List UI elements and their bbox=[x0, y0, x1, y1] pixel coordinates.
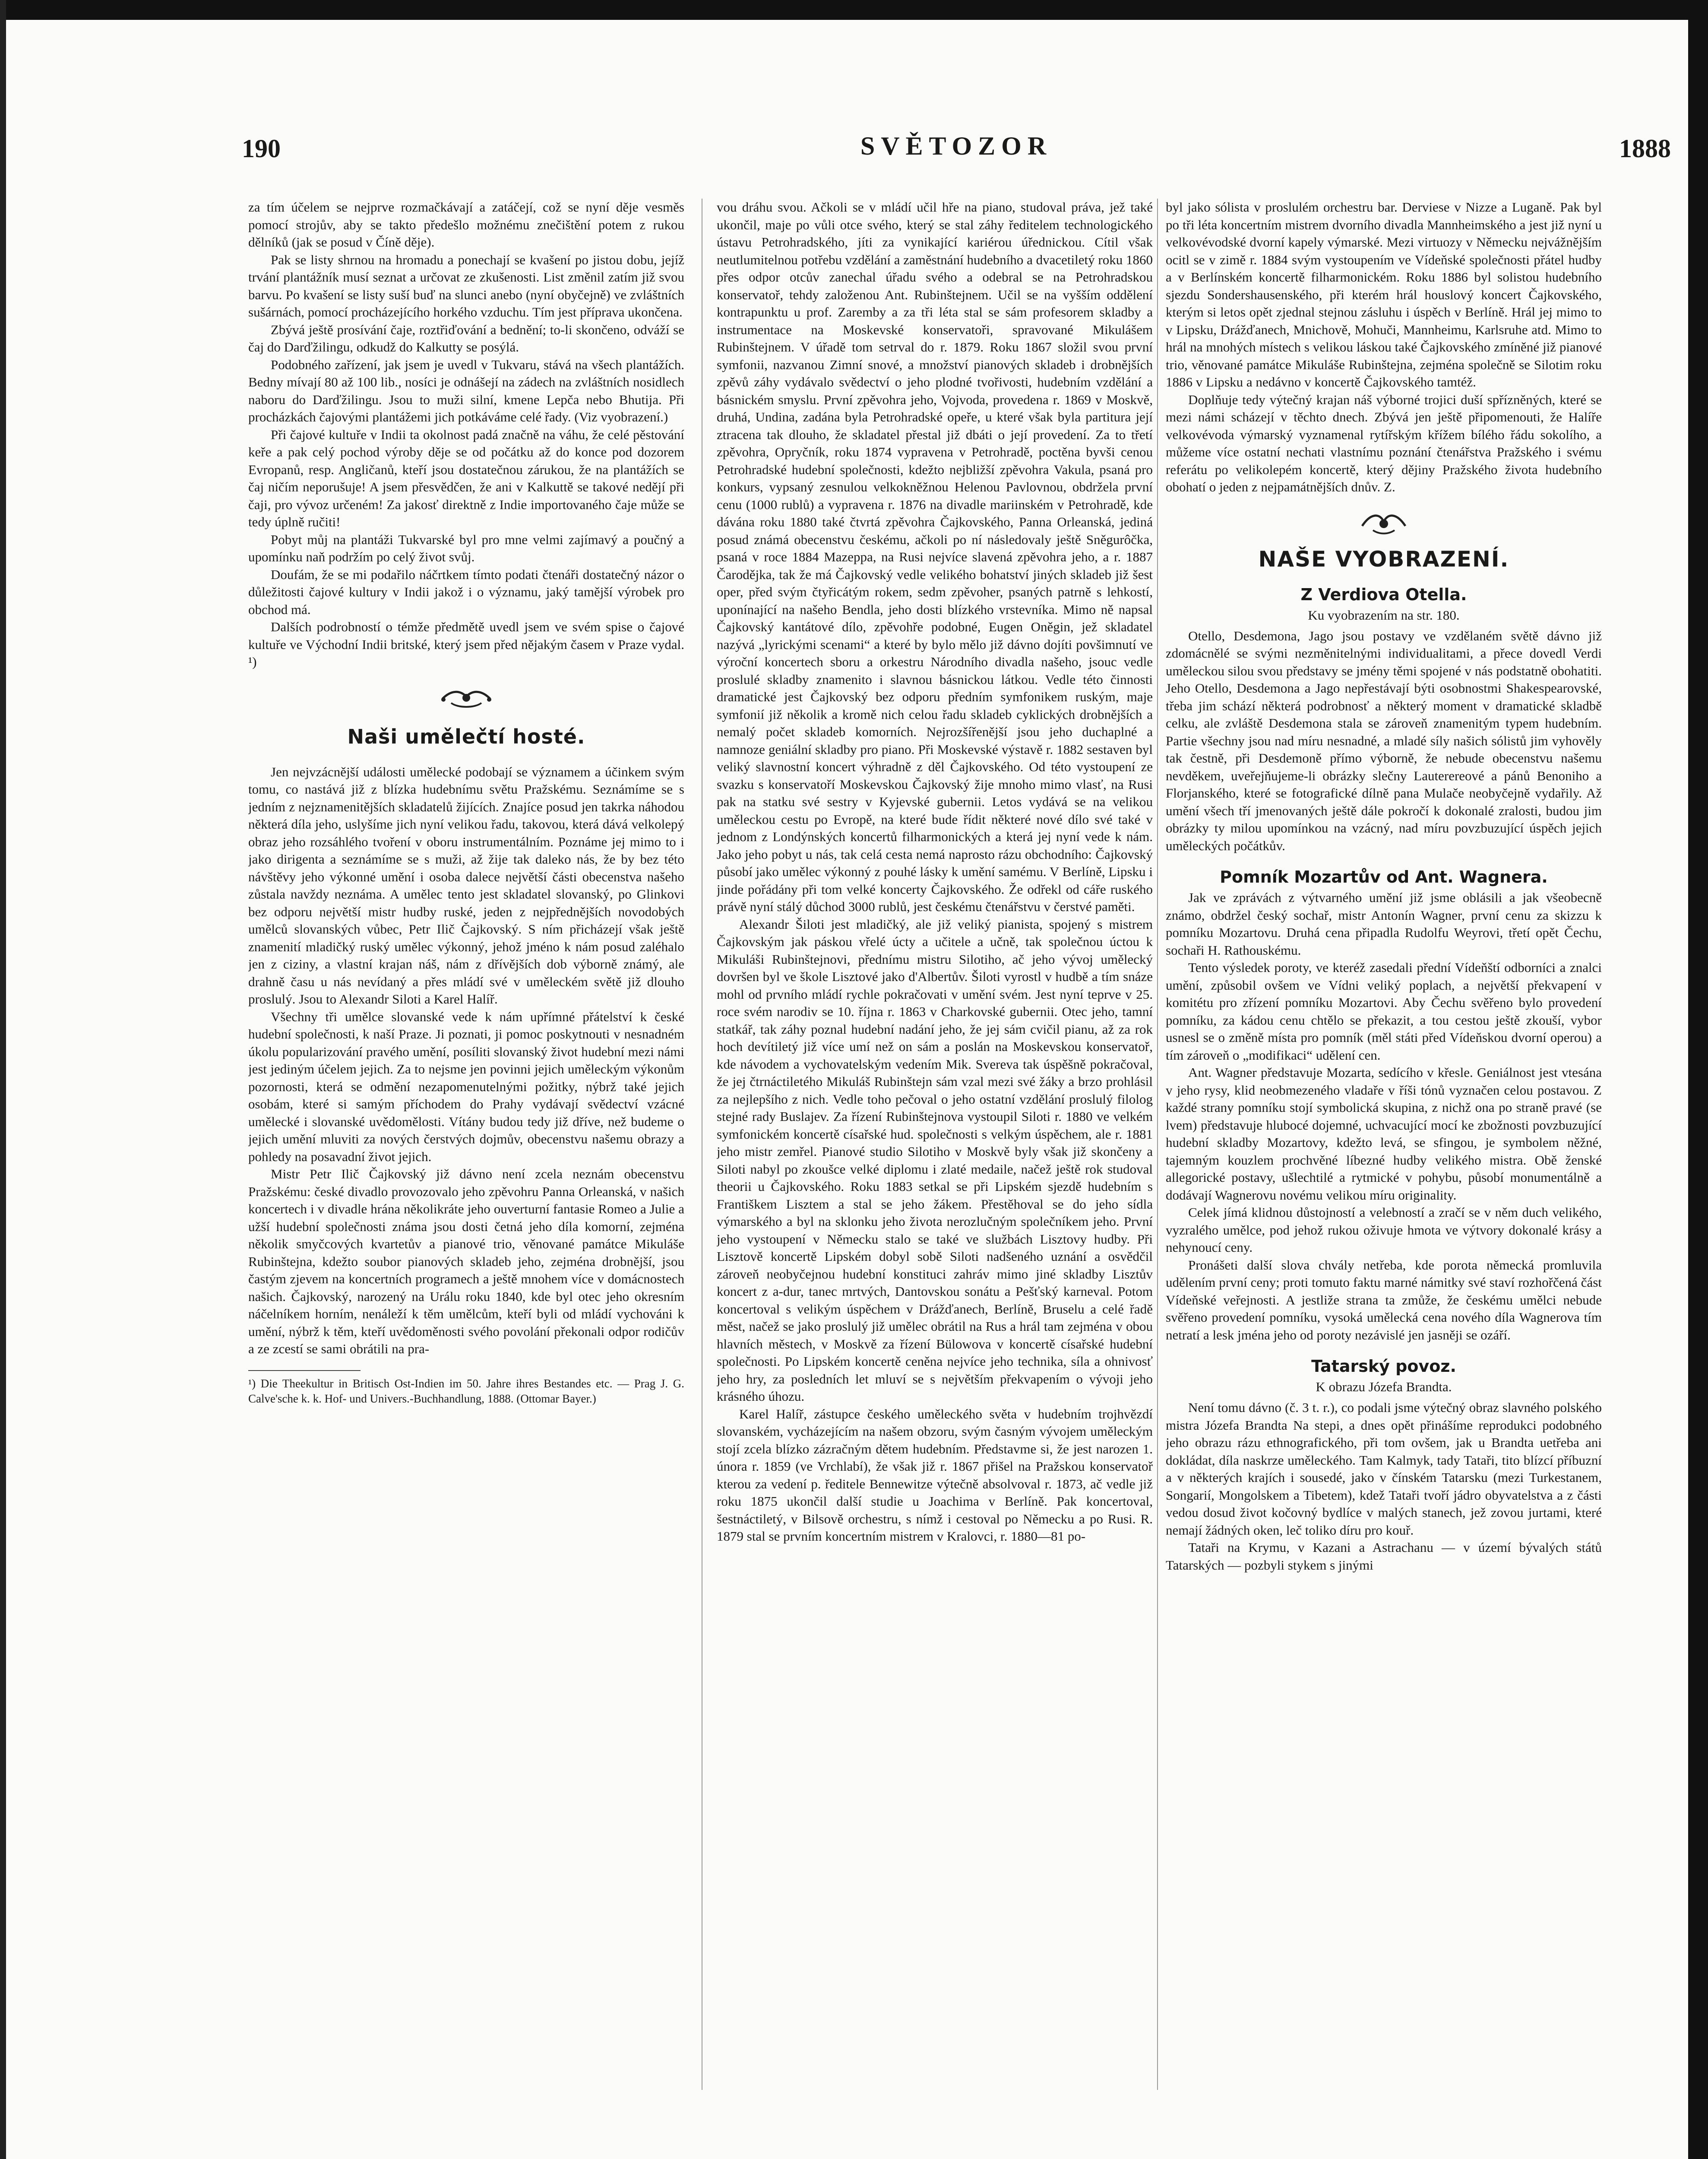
scan-border-left bbox=[0, 0, 6, 2159]
paragraph: Tataři na Krymu, v Kazani a Astrachanu — v území bývalých států Tatarských — pozbyli stykem s jinými bbox=[1166, 1540, 1602, 1573]
paragraph: Pobyt můj na plantáži Tukvarské byl pro mne velmi zajímavý a poučný a upomínku naň podržím po celý život svůj. bbox=[248, 532, 684, 564]
paragraph: Alexandr Šiloti jest mladičký, ale již veliký pianista, spojený s mistrem Čajkovským jak páskou vřelé úcty a učitele a učně, tak společnou úctou k Mikuláši Rubinštejnovi, přednímu mistru Silotiho, ač jeho vývoj umělecký dovršen byl ve škole Lisztové jako d'Albertův. Šiloti vyrostl v hudbě a tím snáze mohl od prvního mládí rychle pokračovati v umění svém. Jest nyní teprve v 25. roce svém narodiv se 10. října r. 1863 v Charkovské gubernii. Otec jeho, tamní statkář, tak záhy poznal hudební nadání jeho, že jej sám cvičil pianu, až za rok hoch devítiletý již více umí než on sám a poslán na Moskevskou konservatoř, kde návodem a vychovatelským vedením Mik. Svereva tak úspěšně pokračoval, že jej čtrnáctiletého Mikuláš Rubinštejn sám vzal mezi své žáky a brzo prohlásil za nejlepšího z nich. Vedle toho pečoval o jeho ostatní vzdělání proslulý filolog stejné rady Buslajev. Za řízení Rubinštejnova vystoupil Siloti r. 1880 ve velkém symfonickém koncertě císařské hud. společnosti s velkým úspěchem, ale r. 1881 jeho mistr zemřel. Pianové studio Silotiho v Moskvě byly však již skončeny a Siloti nabyl po zkoušce velké diplomu i zlaté medaile, načež ještě rok studoval theorii u Čajkovského. Roku 1883 setkal se při Lipském sjezdě hudebním s Františkem Lisztem a stal se jeho žákem. Přestěhoval se do jeho sídla výmarského a byl na sklonku jeho života nerozlučným společníkem jeho. První jeho vystoupení v Německu stalo se také ve službách Lisztovy hudby. Při Lisztově koncertě Lipském dobyl sobě Siloti nadšeného uznání a osvědčil zároveň neobyčejnou hudební konstituci zahráv mimo jiné skladby Lisztův koncert z a-dur, tanec mrtvých, Dantovskou sonátu a Pešťský karneval. Potom koncertoval s velikým úspěchem v Drážďanech, Berlíně, Bruselu a celé řadě měst, načež se jako proslulý již umělec obrátil na Rus a hrál tam zejména v obou hlavních městech, v Moskvě za řízení Bülowova v koncertě císařské hudební společnosti. Po Lipském koncertě ceněna nejvíce jeho technika, síla a ohnivosť jeho hry, za posledních let mluví se s největším překvapením o vývoji jeho krásného úhozu. bbox=[717, 916, 1153, 1404]
paragraph: Zbývá ještě prosívání čaje, roztřiďování a bednění; to-li skončeno, odváží se čaj do Darďžilingu, odkudž do Kalkutty se posýlá. bbox=[248, 322, 684, 355]
paragraph: Doplňuje tedy výtečný krajan náš výborné trojici duší spřízněných, které se mezi námi scházejí v těchto dnech. Zbývá jen ještě připomenouti, že Halíře velkovévoda výmarský vyznamenal rytířským křížem bílého řádu sokolího, a můžeme více ostatní nechati vlastnímu poznání čtenářstva Pražského i svému referátu po velikolepém koncertě, který dějiny Pražského života hudebního obohatí o jeden z nejpamátnějších dnův. Z. bbox=[1166, 392, 1602, 494]
section-title-guests: Naši umělečtí hosté. bbox=[347, 725, 585, 748]
paragraph: Tento výsledek poroty, ve kteréž zasedali přední Vídeňští odborníci a znalci umění, způsobil ovšem ve Vídni veliký poplach, a největší překvapení v komitétu pro zřízení pomníku Mozartovi. Aby Čechu svěřeno bylo provedení pomníku, za kádou cenu chtělo se překazit, a tou cestou ještě zkouší, vybor usnesl se o změně místa pro pomník (měl státi před Vídeňskou dvorní operou) a tím zároveň o „modifikaci“ udělení cen. bbox=[1166, 960, 1602, 1063]
subsection-note: K obrazu Józefa Brandta. bbox=[1316, 1379, 1452, 1394]
paragraph: vou dráhu svou. Ačkoli se v mládí učil hře na piano, studoval práva, jež také ukončil, maje po vůli otce svého, který se stal záhy ředitelem technologického ústavu Petrohradského, jíti za vynikající kariérou úřednickou. Cítil však neutlumitelnou potřebu vzdělání a zaměstnání hudebního a dvacetiletý roku 1860 přes odpor otcův zanechal úřadu svého a odebral se na Petrohradskou konservatoř, tehdy založenou Ant. Rubinštejnem. Učil se na vyšším oddělení kontrapunktu u prof. Zaremby a za tři léta stal se sám profesorem skladby a instrumentace na Moskevské konservatoři, spravované Mikulášem Rubinštejnem. V úřadě tom setrval do r. 1879. Roku 1867 složil svou první symfonii, nazvanou Zimní snové, a množství pianových skladeb i drobnějších zpěvů záhy vydávalo svědectví o jeho plodné tvořivosti, hudebním vzdělání a básnickém smyslu. První zpěvohra jeho, Vojvoda, provedena r. 1869 v Moskvě, druhá, Undina, zadána byla Petrohradské opeře, u které však byla partitura její ztracena tak dlouho, že skladatel přestal již dbáti o její provedení. Za to třetí zpěvohra, Opryčník, roku 1874 vypravena v Petrohradě, poctěna byvši cenou Petrohradské hudební společnosti, kdežto nejbližší zpěvohra Vakula, psaná pro konkurs, vypsaný zesnulou velkokněžnou Helenou Pavlovnou, obdržela první cenu (1000 rublů) a vypravena r. 1876 na divadle mariinském v Petrohradě, kde dávána roku 1880 také čtvrtá zpěvohra Čajkovského, Panna Orleanská, jediná posud známá obecenstvu českému, ačkoli po ní následovaly ještě Sněgurôčka, psaná v roce 1884 Mazeppa, na Rusi nejvíce slavená zpěvohra jeho, a r. 1887 Čarodějka, tak že má Čajkovský vedle velikého bohatství jiných skladeb již šest oper, před svým čtyřicátým rokem, sedm zpěvoher, psaných patrně s lehkostí, uponínající na našeho Bendla, jeho dosti blízkého vrstevníka. Mimo ně napsal Čajkovský kantátové dílo, zpěvohře podobné, Eugen Oněgin, jež skladatel nazývá „lyrickými scenami“ a které by bylo mělo již dávno dojíti povšimnutí ve výroční koncertech sboru a orkestru Národního divadla našeho, jsouc vedle proslulé skladby znamenito i slavnou básnickou látkou. Vedle této činnosti dramatické jest Čajkovský bez odporu předním symfonikem ruským, maje symfonií již několik a kromě nich celou řadu skladeb cyklických drobnějších a nemalý počet skladeb komorních. Nejrozšířenější jsou jeho duchaplné a namnoze geniální skladby pro piano. Při Moskevské výstavě r. 1882 sestaven byl veliký slavnostní koncert výhradně z děl Čajkovského. Od této vystoupení ze svazku s konservatoří Moskevskou Čajkovský žije mnoho mimo vlasť, na Rusi pak na statku své sestry v Kyjevské gubernii. Letos vydává se na velikou uměleckou cestu po Evropě, na které bude řídit některé nové dílo své také v jednom z Londýnských koncertů filharmonických a která jej nyní vede k nám. Jako jeho pobyt u nás, tak celá cesta nemá naprosto rázu obchodního: Čajkovský působí jako umělec výkonný z pouhé lásky k umění samému. V Berlíně, Lipsku i jinde pořádány při tom velké koncerty Čajkovského. Že odřekl od cáře ruského právě nyní stálý důchod 3000 rublů, jest českému čtenářstvu v čerstvé paměti. bbox=[717, 199, 1153, 914]
floral-ornament-icon bbox=[1351, 507, 1416, 537]
paragraph: Pak se listy shrnou na hromadu a ponechají se kvašení po jistou dobu, jejíž trvání plantážník musí seznat a určovat ze zkušenosti. List změnil zatím již svou barvu. Po kvašení se listy suší buď na slunci anebo (nyní obyčejně) ve zvláštních sušárnách, pomocí procházejícího horkého vzduchu. Tím jest příprava ukončena. bbox=[248, 252, 684, 320]
paragraph: Celek jímá klidnou důstojností a velebností a zračí se v něm duch velikého, vyzralého umělce, pod jehož rukou oživuje hmota ve výtvory dokonalé krásy a nehynoucí ceny. bbox=[1166, 1205, 1602, 1255]
column-3 bbox=[1166, 199, 1602, 2107]
column-2 bbox=[717, 199, 1153, 2107]
scan-border-top bbox=[0, 0, 1708, 20]
paragraph: za tím účelem se nejprve rozmačkávají a zatáčejí, což se nyní děje vesměs pomocí strojův, aby se takto předešlo možnému znečištění potem z rukou dělníků (jak se posud v Číně děje). bbox=[248, 199, 684, 250]
section-title-illustrations: NAŠE VYOBRAZENÍ. bbox=[1258, 546, 1509, 572]
paragraph: byl jako sólista v proslulém orchestru bar. Derviese v Nizze a Luganě. Pak byl po tři léta koncertním mistrem dvorního divadla Mannheimského a jest již nyní u velkovévodské dvorní kapely výmarské. Mezi virtuozy v Německu nejvážnějším ocitl se v zimě r. 1884 svým vystoupením ve Vídeňské společnosti přátel hudby a v Berlínském koncertě filharmonickém. Roku 1886 byl solistou hudebního sjezdu Sondershausenského, při kterém hrál houslový koncert Čajkovského, kterým si letos opět zjednal stejnou zásluhu i úspěch v Berlíně. Hrál jej mimo to v Lipsku, Drážďanech, Mnichově, Mohuči, Mannheimu, Karlsruhe atd. Mimo to hrál na mnohých místech s velikou láskou také Čajkovského zmíněné již pianové trio, věnované památce Mikuláše Rubinštejna, zejména společně se Silotim roku 1886 v Lipsku a nedávno v koncertě Čajkovského tamtéž. bbox=[1166, 199, 1602, 389]
paragraph: Není tomu dávno (č. 3 t. r.), co podali jsme výtečný obraz slavného polského mistra Józefa Brandta Na stepi, a dnes opět přinášíme reprodukci podobného jeho obrazu rázu ethnografického, při tom ovšem, jak u Brandta uetřeba ani dokládat, díla naskrze uměleckého. Tam Kalmyk, tady Tataři, tito blízcí příbuzní a v některých krajích i sousedé, jako v čínském Tatarsku (mezi Turkestanem, Songarií, Mongolskem a Tibetem), kdež Tataři tvoří jádro obyvatelstva a z části vedou dosud život kočovný bydlíce v malých stanech, jež zovou jurtami, které nemají žádných oken, leč toliko díru pro kouř. bbox=[1166, 1400, 1602, 1538]
paragraph: Mistr Petr Ilič Čajkovský již dávno není zcela neznám obecenstvu Pražskému: české divadlo provozovalo jeho zpěvohru Panna Orleanská, v našich koncertech i v divadle hrána několikráte jeho ouverturní fantasie Romeo a Julie a užší hudební společnosti známa jsou dosti četná jeho díla komorní, zejména několik smyčcových kvartetův a pianové trio, věnované památce Mikuláše Rubinštejna, kdežto soubor pianových skladeb jeho, zejména drobnější, jsou častým zjevem na koncertních programech a ještě mnohem více v domácnostech našich. Čajkovský, narozený na Urálu roku 1840, kde byl otec jeho okresním náčelníkem horním, nenáleží k těm umělcům, kteří byli od mládí vychováni k umění, nýbrž k těm, kteří uvědoměnosti svého povolání překonali odpor rodičův a ze zcestí se sami obrátili na pra- bbox=[248, 1166, 684, 1356]
scan-border-right bbox=[1688, 0, 1708, 2159]
subsection-title-tatar: Tatarský povoz. bbox=[1311, 1357, 1456, 1376]
page-number: 190 bbox=[242, 134, 281, 163]
paragraph: Ant. Wagner představuje Mozarta, sedícího v křesle. Geniálnost jest vtesána v jeho rysy, klid neobmezeného vladaře v říši tónů vyznačen celou postavou. Z každé strany pomníku stojí symbolická skupina, z nichž ona po straně pravé (se lvem) představuje hlubocé dojemné, uchvacující mocí ke zbožnosti povzbuzující hudební skladby Mozartovy, kdežto levá, se sfingou, je symbolem něžné, tajemným kouzlem prochvěné líbezné hudby velikého mistra. Obě ženské allegorické postavy, ušlechtilé a rytmické v pohybu, působí monumentálně a dodávají Wagnerovu novému velikou míru originality. bbox=[1166, 1065, 1602, 1203]
column-1 bbox=[248, 199, 684, 2107]
paragraph: Jak ve zprávách z výtvarného umění již jsme oblásili a jak všeobecně známo, obdržel český sochař, mistr Antonín Wagner, první cenu za skizzu k pomníku Mozartovu. Druhá cena připadla Rudolfu Weyrovi, třetí opět Čechu, sochaři H. Rathouskému. bbox=[1166, 890, 1602, 958]
paragraph: Dalších podrobností o témže předmětě uvedl jsem ve svém spise o čajové kultuře ve Východní Indii britské, který jsem před nějakým časem v Praze vydal. ¹) bbox=[248, 619, 684, 669]
column-divider bbox=[1157, 199, 1158, 2090]
subsection-title-otello: Z Verdiova Otella. bbox=[1300, 585, 1467, 604]
paragraph: Všechny tři umělce slovanské vede k nám upřímné přátelství k české hudební společnosti, k naší Praze. Ji poznati, ji pomoc poskytnouti v nesnadném úkolu popularizování pravého umění, posíliti slovanský život hudební mezi námi jest jediným účelem jejich. Za to nejsme jen povinni jejich uměleckým výkonům pozornosti, která se odmění nezapomenutelnými požitky, nýbrž také jejich osobám, které si samým příchodem do Prahy vydávají svědectví vzácné umělecké i slovanské uvědomělosti. Vítány budou tedy již dříve, než budeme o jejich umění mluviti za nových čerstvých dojmův, obecenstvu našemu obrazy a pohledy na posavadní život jejich. bbox=[248, 1009, 684, 1164]
footnote-rule bbox=[248, 1370, 361, 1371]
paragraph: Jen nejvzácnější události umělecké podobají se významem a účinkem svým tomu, co nastává již z blízka hudebnímu světu Pražskému. Seznámíme se s jedním z nejznamenitějších skladatelů žijících. Znajíce posud jen takrka náhodou některá díla jeho, uslyšíme jich nyní velikou řadu, takovou, která dává velkolepý obraz jeho rozsáhlého tvoření v oboru instrumentálním. Poznáme jej mimo to i jako dirigenta a seznámíme se s muži, až žije tak daleko nás, že by bez této návštěvy jeho výkonné umění i osoba dalece největší části obecenstva našeho zůstala navždy neznáma. A umělec tento jest skladatel slovanský, po Glinkovi bez odporu největší mistr hudby ruské, jeden z nejpřednějších novodobých umělců slovanských vůbec, Petr Ilič Čajkovský. S ním přicházejí však ještě znamenití mladičký ruský umělec výkonný, jehož jméno k nám posud zaléhalo jen z ciziny, a vlastní krajan náš, nám z dřívějších dob výborně známý, ale drahně času u nás nevídaný a přes mládí své v uměleckém světě již dlouho proslulý. Jsou to Alexandr Siloti a Karel Halíř. bbox=[248, 764, 684, 1007]
footnote: ¹) Die Theekultur in Britisch Ost-Indien im 50. Jahre ihres Bestandes etc. — Prag J. G. Calve'sche k. k. Hof- und Univers.-Buchhandlung, 1888. (Ottomar Bayer.) bbox=[248, 1377, 684, 1405]
paragraph: Otello, Desdemona, Jago jsou postavy ve vzdělaném světě dávno již zdomácnělé se svými nezměnitelnými individualitami, a přece dovedl Verdi uměleckou silou svou představy se jmény těmi spojené v nás podstatně obohatiti. Jeho Otello, Desdemona a Jago nepřestávají býti osobnostmi Shakespearovské, třeba jim schází některá podrobnosť a některý moment v dramatické skladbě celku, ale zvláště Desdemona stala se zároveň znamenitým typem hudebním. Partie všechny jsou nad míru nesnadné, a mladé síly našich sólistů jim vyhověly tak čestně, při Desdemoně přímo výborně, že nebude obecenstvu našemu nevděkem, uveřejňujeme-li obrázky slečny Lauterereové a pánů Benoniho a Florjanského, které se fotografické dílně pana Mulače neobyčejně vydařily. Až umění všech tří jmenovaných ještě dále pokročí k dokonalé zralosti, budou jim obrázky ty milou upomínkou na vzácný, nad míru povzbuzující úspěch jejich uměleckých počátkův. bbox=[1166, 628, 1602, 853]
paragraph: Doufám, že se mi podařilo náčrtkem tímto podati čtenáři dostatečný názor o důležitosti čajové kultury v Indii jakož i o významu, jaký tamější výrobek pro obchod má. bbox=[248, 567, 684, 617]
paragraph: Při čajové kultuře v Indii ta okolnost padá značně na váhu, že celé pěstování keře a pak celý pochod výroby děje se od počátku až do konce pod dozorem Evropanů, resp. Angličanů, kteří jsou dostatečnou zárukou, že na plantážích se čaj ničím neporušuje! A jsem přesvědčen, že ani v Kalkuttě se takové nedějí při čaji, pro vývoz určeném! Za jakosť direktně z Indie importovaného čaje může se tedy úplně ručiti! bbox=[248, 427, 684, 529]
paragraph: Pronášeti další slova chvály netřeba, kde porota německá promluvila udělením první ceny; proti tomuto faktu marné námitky své staví rozhořčená část Vídeňské veřejnosti. A jestliže strana ta zmůže, že českému umělci nebude svěřeno provedení pomníku, vysoká umělecká cena nového díla Wagnerova tím netratí a lesk jména jeho od poroty nezávislé jen jasněji se ozáří. bbox=[1166, 1257, 1602, 1342]
subsection-note: Ku vyobrazením na str. 180. bbox=[1308, 607, 1460, 623]
page-year: 1888 bbox=[1619, 134, 1671, 163]
paragraph: Podobného zařízení, jak jsem je uvedl v Tukvaru, stává na všech plantážích. Bedny mívají 80 až 100 lib., nosíci je odnášejí na zádech na zvláštních nosidlech naboru do Darďžilingu. Jsou to muži silní, kmene Lepča nebo Bhutija. Při procházkách čajovými plantážemi jich potkáváme celé řady. (Viz vyobrazení.) bbox=[248, 357, 684, 424]
page-header bbox=[242, 130, 1671, 168]
floral-ornament-icon bbox=[434, 681, 499, 712]
paragraph: Karel Halíř, zástupce českého uměleckého světa v hudebním trojhvězdí slovanském, vycházejícím na našem obzoru, svým časným vývojem uměleckým stojí zcela blízko zázračným dětem hudebním. Představme si, že jest narozen 1. února r. 1859 (ve Vrchlabí), že však již r. 1867 přišel na Pražskou konservatoř kterou za vedení p. ředitele Bennewitze výtečně absolvoval r. 1873, ač vedle již roku 1875 ukončil další studie u Joachima v Berlíně. Pak koncertoval, šestnáctiletý, v Bilsově orchestru, s nímž i cestoval po Německu a po Rusi. R. 1879 stal se prvním koncertním mistrem v Kralovci, r. 1880—81 po- bbox=[717, 1406, 1153, 1544]
journal-title: SVĚTOZOR bbox=[860, 132, 1053, 160]
subsection-title-mozart: Pomník Mozartův od Ant. Wagnera. bbox=[1220, 867, 1548, 886]
